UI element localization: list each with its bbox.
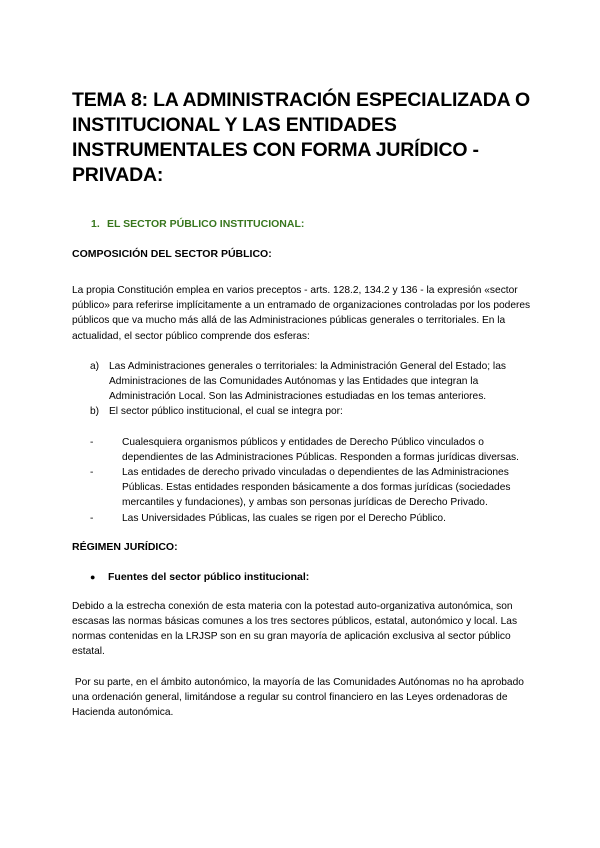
dash-marker: - (90, 512, 94, 524)
section-label: EL SECTOR PÚBLICO INSTITUCIONAL: (107, 218, 305, 230)
fuentes-label: Fuentes del sector público institucional: (108, 570, 310, 583)
section-heading (91, 217, 532, 231)
list-item-text: Las entidades de derecho privado vinculadas o dependientes de las Administraciones Públicas. Estas entidades responden básicamente a dos formas jurídicas (sociedades mercantiles y fundaciones), y ambas son personas jurídicas de Derecho Privado. (122, 467, 511, 509)
list-item (72, 359, 532, 405)
list-item-text: Las Administraciones generales o territoriales: la Administración General del Estado; las Administraciones de las Comunidades Autónomas y las Entidades que integran la Administración Local. Son las Administraciones estudiadas en los temas anteriores. (109, 360, 506, 403)
composicion-heading: COMPOSICIÓN DEL SECTOR PÚBLICO: (72, 248, 272, 260)
regimen-paragraph-1: Debido a la estrecha conexión de esta materia con la potestad auto-organizativa autonómica, son escasas las normas básicas comunes a los tres sectores públicos, estatal, autonómico y local. Las normas contenidas en la LRJSP son en su gran mayoría de aplicación exclusiva al sector público estatal. (72, 600, 518, 658)
section-number: 1. (91, 218, 100, 230)
regimen-paragraph-2-text: Por su parte, en el ámbito autonómico, la mayoría de las Comunidades Autónomas no ha aprobado una ordenación general, limitándose a regular su control financiero en las Leyes ordenadoras de Hacienda autonómica. (72, 676, 524, 719)
entities-list (72, 435, 532, 526)
list-item-text: Las Universidades Públicas, las cuales se rigen por el Derecho Público. (122, 512, 446, 524)
composicion-intro: La propia Constitución emplea en varios preceptos - arts. 128.2, 134.2 y 136 - la expresión «sector público» para referirse implícitamente a un entramado de organizaciones controladas por los poderes públicos que va mucho más allá de las Administraciones públicas generales o territoriales. En la actualidad, el sector público comprende dos esferas: (72, 285, 531, 342)
list-marker: a) (90, 360, 100, 372)
regimen-heading: RÉGIMEN JURÍDICO: (72, 540, 178, 553)
document-page (72, 88, 532, 720)
list-item (72, 435, 532, 465)
dash-marker: - (90, 467, 94, 479)
list-item (72, 511, 532, 526)
list-item (72, 465, 532, 511)
list-item (72, 404, 532, 419)
list-item-text: El sector público institucional, el cual se integra por: (109, 406, 343, 418)
bullet-icon: ● (90, 571, 96, 582)
fuentes-bullet (72, 570, 532, 584)
spheres-list (72, 359, 532, 420)
document-title: TEMA 8: LA ADMINISTRACIÓN ESPECIALIZADA O INSTITUCIONAL Y LAS ENTIDADES INSTRUMENTALES CON FORMA JURÍDICO - PRIVADA: (72, 89, 530, 186)
dash-marker: - (90, 436, 94, 448)
list-marker: b) (90, 406, 100, 418)
list-item-text: Cualesquiera organismos públicos y entidades de Derecho Público vinculados o dependientes de las Administraciones Públicas. Responden a formas jurídicas diversas. (122, 436, 519, 463)
regimen-paragraph-2 (72, 675, 532, 721)
